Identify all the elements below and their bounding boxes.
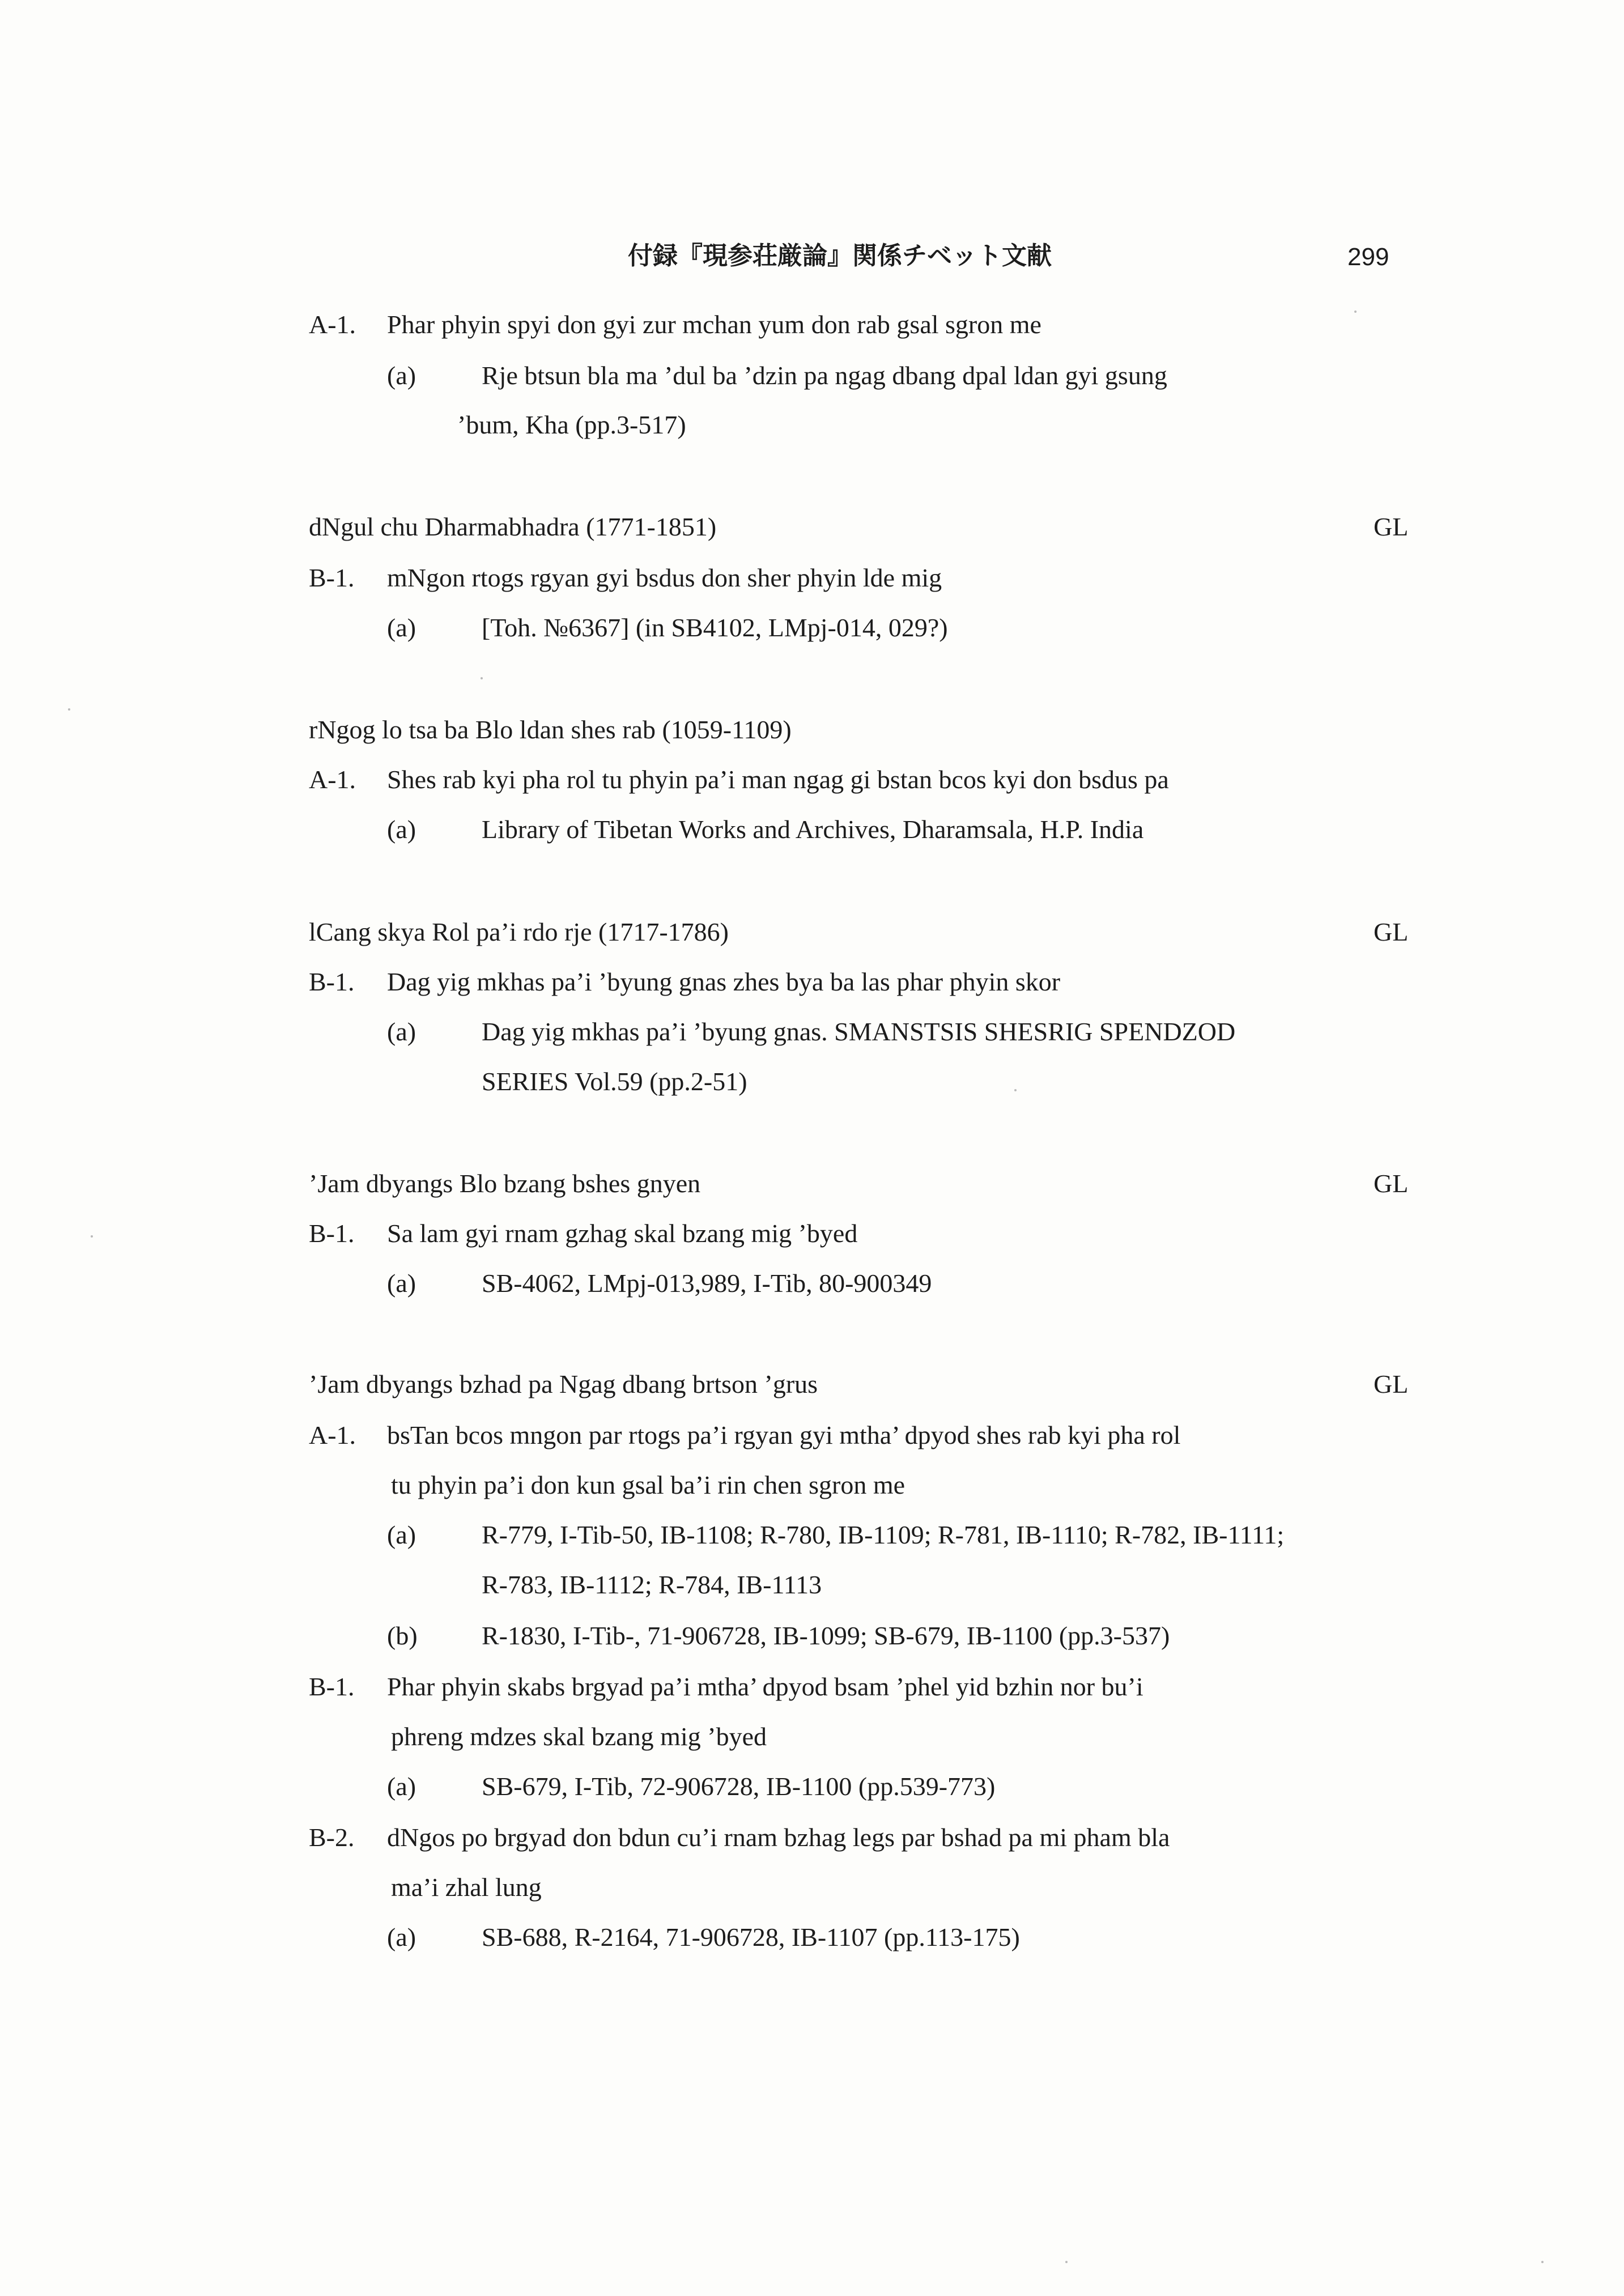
work-title: mNgon rtogs rgyan gyi bsdus don sher phyin lde mig xyxy=(387,563,942,592)
work-title: ma’i zhal lung xyxy=(391,1873,542,1902)
scan-speck xyxy=(481,677,483,679)
edition-text: SERIES Vol.59 (pp.2-51) xyxy=(482,1067,747,1096)
edition-text: Dag yig mkhas pa’i ’byung gnas. SMANSTSIS SHESRIG SPENDZOD xyxy=(482,1017,1236,1046)
scan-speck xyxy=(91,1235,93,1238)
work-code: A-1. xyxy=(309,310,356,339)
work-title: Dag yig mkhas pa’i ’byung gnas zhes bya ba las phar phyin skor xyxy=(387,967,1061,996)
author-name: ’Jam dbyangs Blo bzang bshes gnyen xyxy=(309,1169,701,1198)
work-code: A-1. xyxy=(309,765,356,794)
edition-text: R-783, IB-1112; R-784, IB-1113 xyxy=(482,1570,822,1599)
edition-label: (a) xyxy=(387,361,416,390)
school-label: GL xyxy=(1374,512,1409,541)
school-label: GL xyxy=(1374,1370,1409,1398)
edition-text: ’bum, Kha (pp.3-517) xyxy=(457,410,686,439)
scan-speck xyxy=(1065,2261,1068,2263)
author-name: dNgul chu Dharmabhadra (1771-1851) xyxy=(309,512,717,541)
author-name: ’Jam dbyangs bzhad pa Ngag dbang brtson ’grus xyxy=(309,1370,818,1398)
work-title: Phar phyin skabs brgyad pa’i mtha’ dpyod bsam ’phel yid bzhin nor bu’i xyxy=(387,1672,1143,1701)
scan-speck xyxy=(1014,1089,1017,1091)
edition-label: (a) xyxy=(387,815,416,844)
edition-text: Rje btsun bla ma ’dul ba ’dzin pa ngag dbang dpal ldan gyi gsung xyxy=(482,361,1167,390)
edition-label: (b) xyxy=(387,1621,418,1650)
work-code: B-2. xyxy=(309,1823,355,1852)
work-title: dNgos po brgyad don bdun cu’i rnam bzhag legs par bshad pa mi pham bla xyxy=(387,1823,1170,1852)
edition-label: (a) xyxy=(387,1923,416,1951)
scan-speck xyxy=(1354,311,1357,313)
author-name: lCang skya Rol pa’i rdo rje (1717-1786) xyxy=(309,917,729,946)
edition-text: R-1830, I-Tib-, 71-906728, IB-1099; SB-679, IB-1100 (pp.3-537) xyxy=(482,1621,1170,1650)
edition-label: (a) xyxy=(387,1017,416,1046)
work-code: B-1. xyxy=(309,1672,355,1701)
work-title: bsTan bcos mngon par rtogs pa’i rgyan gyi mtha’ dpyod shes rab kyi pha rol xyxy=(387,1421,1181,1449)
edition-label: (a) xyxy=(387,1520,416,1549)
edition-label: (a) xyxy=(387,1772,416,1801)
work-code: B-1. xyxy=(309,563,355,592)
page-number: 299 xyxy=(1347,243,1389,271)
scan-speck xyxy=(1541,2261,1544,2263)
edition-text: SB-688, R-2164, 71-906728, IB-1107 (pp.113-175) xyxy=(482,1923,1020,1951)
author-name: rNgog lo tsa ba Blo ldan shes rab (1059-1109) xyxy=(309,715,792,744)
work-code: B-1. xyxy=(309,967,355,996)
edition-text: SB-4062, LMpj-013,989, I-Tib, 80-900349 xyxy=(482,1269,932,1298)
edition-text: Library of Tibetan Works and Archives, Dharamsala, H.P. India xyxy=(482,815,1144,844)
school-label: GL xyxy=(1374,917,1409,946)
scan-speck xyxy=(68,708,70,711)
running-title: 付録『現参荘厳論』関係チベット文献 xyxy=(628,241,1052,270)
edition-label: (a) xyxy=(387,613,416,642)
work-title: Phar phyin spyi don gyi zur mchan yum don rab gsal sgron me xyxy=(387,310,1041,339)
work-title: Sa lam gyi rnam gzhag skal bzang mig ’byed xyxy=(387,1219,858,1248)
work-code: A-1. xyxy=(309,1421,356,1449)
work-title: Shes rab kyi pha rol tu phyin pa’i man ngag gi bstan bcos kyi don bsdus pa xyxy=(387,765,1169,794)
work-code: B-1. xyxy=(309,1219,355,1248)
school-label: GL xyxy=(1374,1169,1409,1198)
edition-text: R-779, I-Tib-50, IB-1108; R-780, IB-1109; R-781, IB-1110; R-782, IB-1111; xyxy=(482,1520,1285,1549)
edition-text: [Toh. №6367] (in SB4102, LMpj-014, 029?) xyxy=(482,613,948,642)
edition-label: (a) xyxy=(387,1269,416,1298)
work-title: tu phyin pa’i don kun gsal ba’i rin chen sgron me xyxy=(391,1470,905,1499)
edition-text: SB-679, I-Tib, 72-906728, IB-1100 (pp.539-773) xyxy=(482,1772,996,1801)
work-title: phreng mdzes skal bzang mig ’byed xyxy=(391,1722,767,1751)
